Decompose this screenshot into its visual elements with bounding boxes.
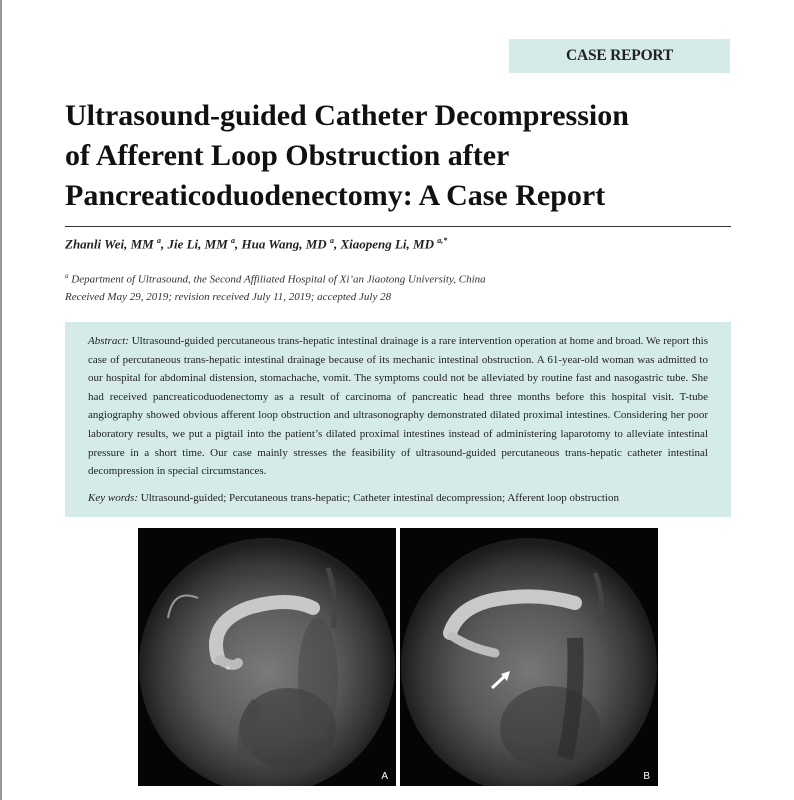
keywords-label: Key words:	[88, 491, 139, 504]
abstract-text: Ultrasound-guided percutaneous trans-hepatic intestinal drainage is a rare intervention operation at home and broad. We report this case of percutaneous trans-hepatic intestinal drainage because of its mechanic intestinal obstruction. A 61-year-old woman was admitted to our hospital for abdominal distension, stomachache, vomit. The symptoms could not be alleviated by routine fast and nasogastric tube. She had received pancreaticoduodenectomy as a result of carcinoma of pancreatic head three months before this hospital visit. T-tube angiography showed obvious afferent loop obstruction and ultrasonography demonstrated dilated proximal intestines. Considering her poor laboratory results, we put a pigtail into the patient’s dilated proximal intestines instead of administering laparotomy to alleviate intestinal pressure in a short time. Our case mainly stresses the feasibility of ultrasound-guided percutaneous trans-hepatic catheter intestinal decompression in special circumstances.	[88, 335, 708, 478]
author-name: Xiaopeng Li, MD	[340, 236, 434, 252]
page-left-border	[0, 0, 2, 800]
author-name: Jie Li, MM	[167, 236, 228, 252]
received-dates: Received May 29, 2019; revision received July 11, 2019; accepted July 28	[65, 291, 392, 303]
keywords	[88, 489, 708, 507]
article-type-badge	[509, 39, 730, 73]
author-affil-mark: a	[329, 236, 334, 245]
author-affil-mark: a	[231, 236, 236, 245]
author-affil-mark: a,*	[437, 236, 448, 245]
author-affil-mark: a	[156, 236, 161, 245]
title-line-2: of Afferent Loop Obstruction after	[65, 139, 510, 172]
author-name: Zhanli Wei, MM	[65, 236, 154, 252]
figure-panel-a	[138, 528, 396, 786]
title-line-1: Ultrasound-guided Catheter Decompression	[65, 99, 629, 132]
title-divider	[65, 226, 731, 227]
keywords-text: Ultrasound-guided; Percutaneous trans-hepatic; Catheter intestinal decompression; Afferent loop obstruction	[140, 491, 619, 504]
title-line-3: Pancreaticoduodenectomy: A Case Report	[65, 179, 606, 212]
affiliation-mark: a	[65, 272, 69, 280]
abstract-label: Abstract:	[88, 335, 129, 347]
figure-panel-b	[400, 528, 658, 786]
author-name: Hua Wang, MD	[241, 236, 327, 252]
panel-label-b: B	[643, 771, 650, 782]
fluoroscopy-image	[138, 528, 396, 786]
author-list: Zhanli Wei, MM $^a$, Jie Li, MM $^a$, Hua Wang, MD $^a$, Xiaopeng Li, MD $^{a,*}$	[65, 236, 448, 252]
abstract-box	[65, 322, 731, 517]
abstract	[88, 332, 708, 481]
panel-label-a: A	[381, 771, 388, 782]
affiliation-text: Department of Ultrasound, the Second Affiliated Hospital of Xi’an Jiaotong University, China	[71, 273, 486, 286]
fluoroscopy-image-with-arrow	[400, 528, 658, 786]
affiliation	[65, 272, 486, 286]
article-type-label: CASE REPORT	[565, 47, 674, 64]
article-title	[65, 96, 745, 216]
